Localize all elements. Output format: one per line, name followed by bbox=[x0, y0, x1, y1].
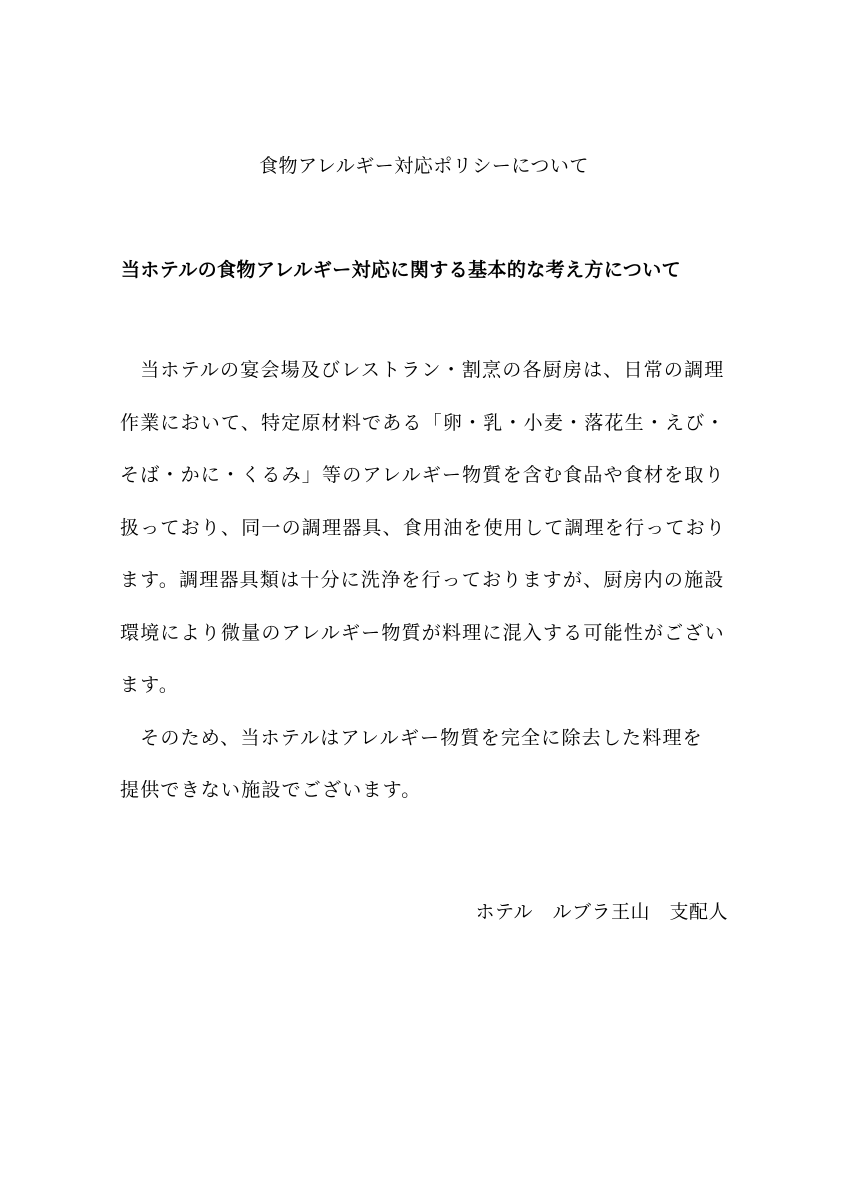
body-line: ます。調理器具類は十分に洗浄を行っておりますが、厨房内の施設 bbox=[120, 569, 725, 591]
body-line: そば・かに・くるみ」等のアレルギー物質を含む食品や食材を取り bbox=[120, 464, 725, 486]
section-heading: 当ホテルの食物アレルギー対応に関する基本的な考え方について bbox=[121, 259, 682, 281]
body-line: ます。 bbox=[120, 674, 180, 696]
body-line: 扱っており、同一の調理器具、食用油を使用して調理を行っており bbox=[120, 516, 727, 539]
body-line: 作業において、特定原材料である「卵・乳・小麦・落花生・えび・ bbox=[120, 411, 726, 434]
signature: ホテル ルブラ王山 支配人 bbox=[475, 901, 728, 923]
body-line: そのため、当ホテルはアレルギー物質を完全に除去した料理を bbox=[120, 726, 703, 749]
body-line: 提供できない施設でございます。 bbox=[120, 779, 422, 801]
body-line: 当ホテルの宴会場及びレストラン・割烹の各厨房は、日常の調理 bbox=[120, 359, 725, 381]
document-title: 食物アレルギー対応ポリシーについて bbox=[259, 155, 589, 177]
policy-body bbox=[120, 356, 732, 829]
body-line: 環境により微量のアレルギー物質が料理に混入する可能性がござい bbox=[120, 621, 725, 644]
